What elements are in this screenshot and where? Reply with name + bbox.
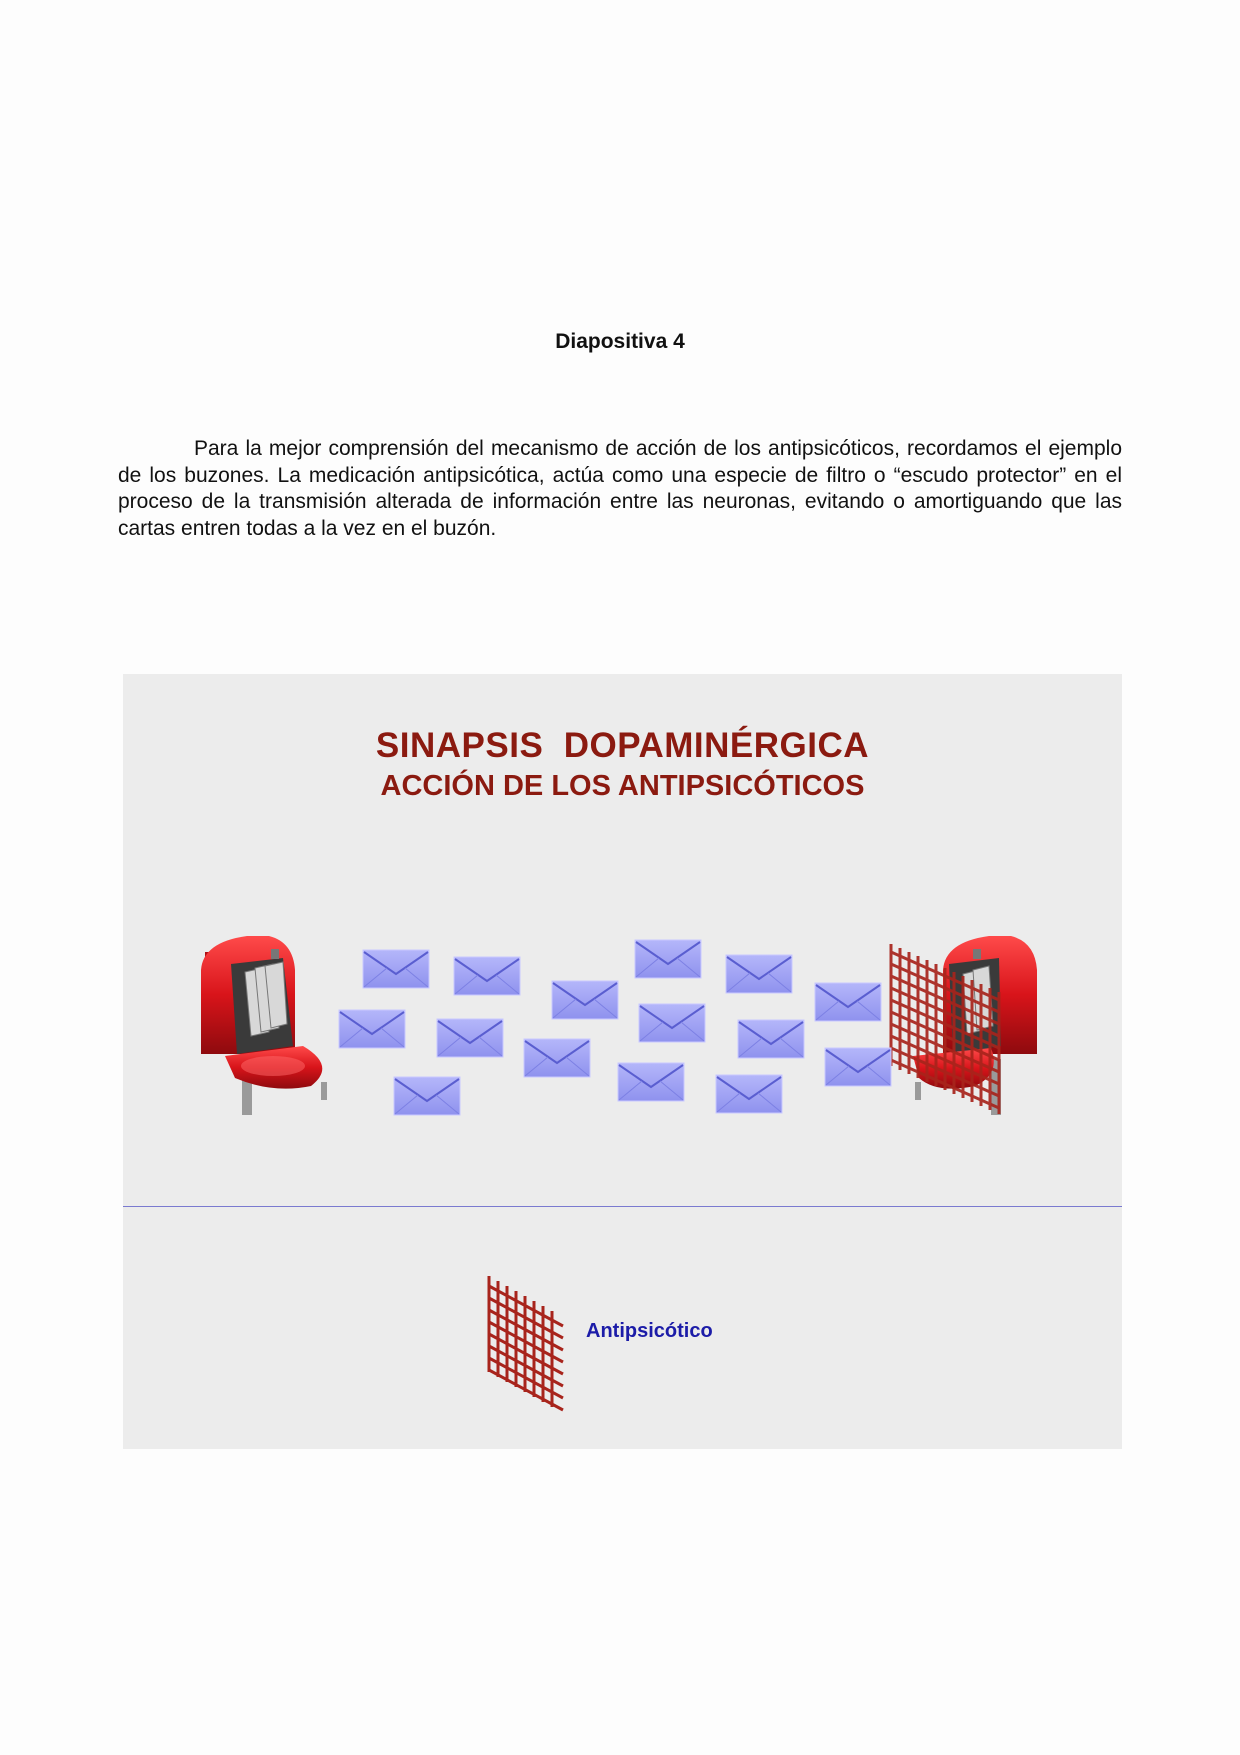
envelope-icon — [738, 1020, 804, 1058]
slide-divider — [123, 1206, 1122, 1207]
envelope-icon — [437, 1019, 503, 1057]
envelope-icon — [552, 981, 618, 1019]
slide-figure — [123, 674, 1122, 1449]
envelope-icon — [726, 955, 792, 993]
slide-title: SINAPSIS DOPAMINÉRGICA — [375, 726, 870, 765]
envelope-icon — [639, 1004, 705, 1042]
envelope-icon — [716, 1075, 782, 1113]
envelope-icon — [339, 1010, 405, 1048]
body-paragraph: Para la mejor comprensión del mecanismo de acción de los antipsicóticos, recordamos el ejemplo de los buzones. La medicación antipsicótica, actúa como una especie de filtro o “escudo protector” en el proceso de la transmisión alterada de información entre las neuronas, evitando o amortiguando que las cartas entren todas a la vez en el buzón. — [118, 437, 1122, 540]
envelope-icon — [394, 1077, 460, 1115]
mailbox-left-icon — [201, 936, 327, 1115]
envelope-icon — [363, 950, 429, 988]
envelope-icon — [635, 940, 701, 978]
envelopes-group — [339, 940, 891, 1115]
envelope-icon — [454, 957, 520, 995]
legend-label: Antipsicótico — [586, 1320, 713, 1342]
slide-subtitle: ACCIÓN DE LOS ANTIPSICÓTICOS — [380, 770, 865, 802]
envelope-icon — [524, 1039, 590, 1077]
envelope-icon — [825, 1048, 891, 1086]
page-heading: Diapositiva 4 — [555, 330, 685, 353]
envelope-icon — [618, 1063, 684, 1101]
legend-grid-icon — [489, 1276, 563, 1410]
envelope-icon — [815, 983, 881, 1021]
